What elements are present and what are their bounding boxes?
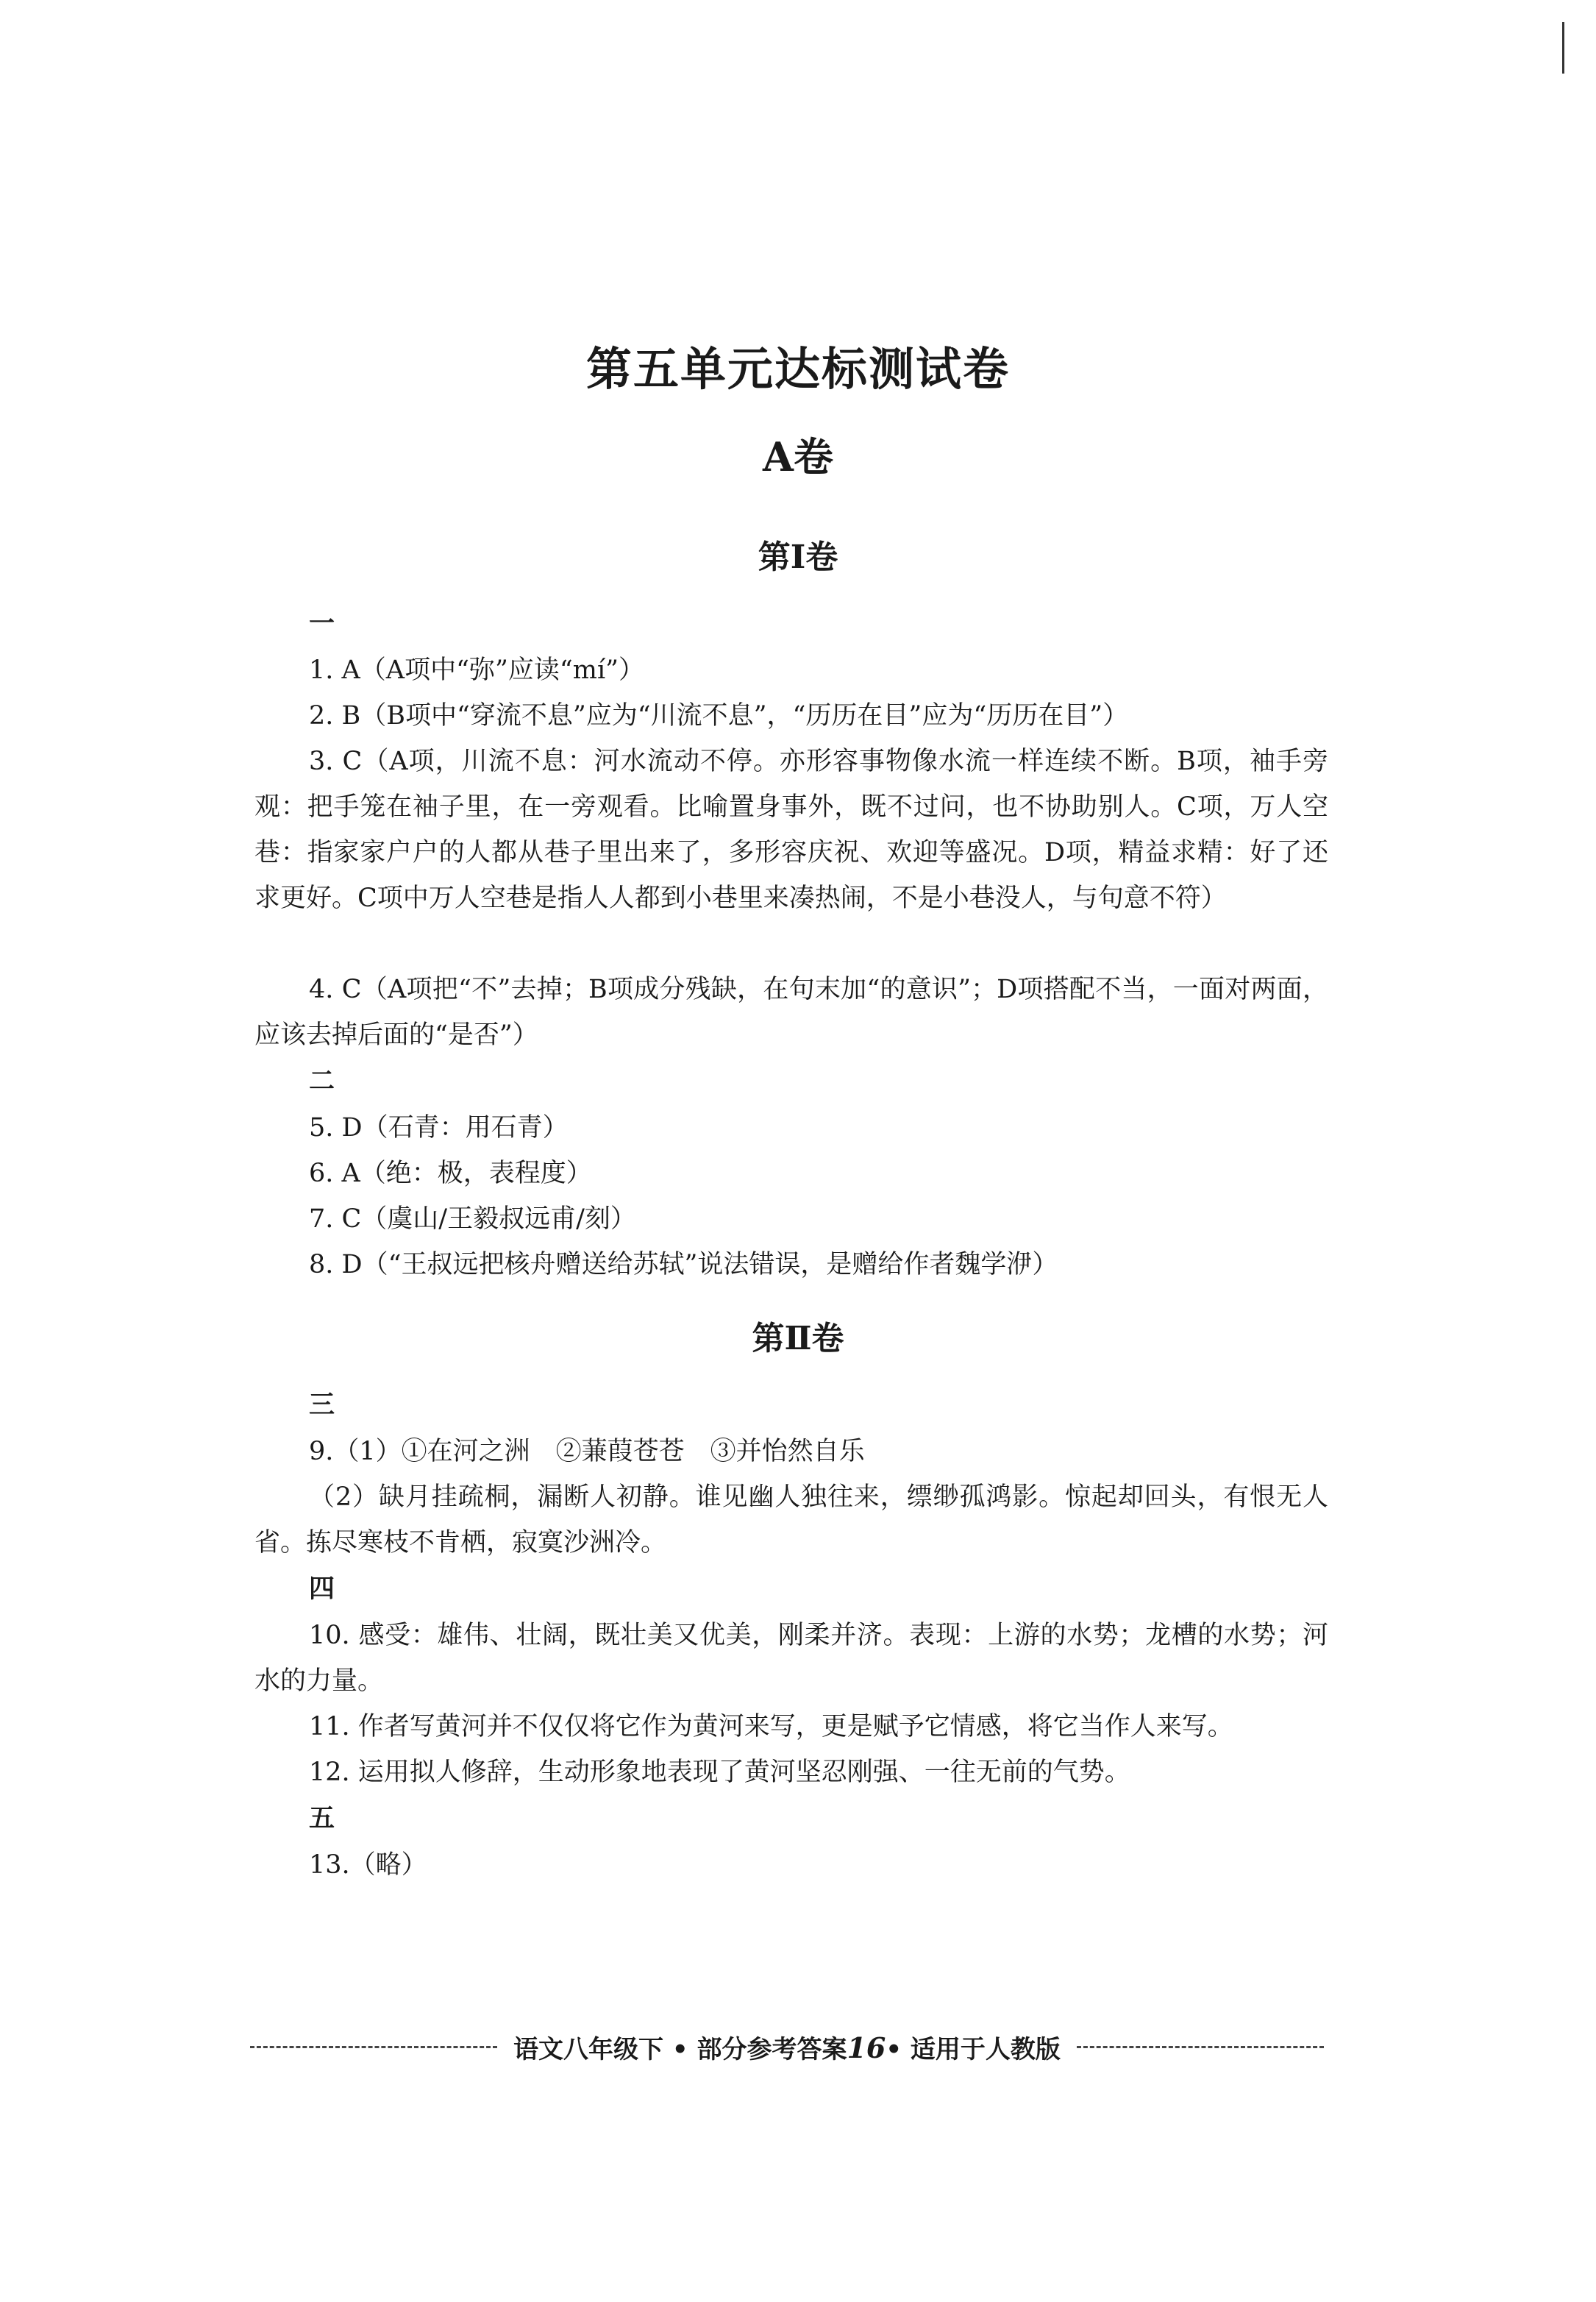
- footer-left-text: 语文八年级下 • 部分参考答案: [513, 2034, 847, 2064]
- answer-q6: 6. A（绝：极，表程度）: [309, 1159, 592, 1188]
- part-label-5: 五: [309, 1803, 335, 1833]
- answer-q4: 4. C（A项把“不”去掉；B项成分残缺，在句末加“的意识”；D项搭配不当，一面对两面，应该去掉后面的“是否”）: [254, 975, 1328, 1050]
- answer-q1: 1. A（A项中“弥”应读“mí”）: [309, 656, 645, 685]
- binding-mark: [1562, 22, 1564, 74]
- footer-page-number: 16: [847, 2031, 886, 2064]
- footer-dashes-right: [1077, 2046, 1324, 2048]
- answer-q9-2: （2）缺月挂疏桐，漏断人初静。谁见幽人独往来，缥缈孤鸿影。惊起却回头，有恨无人省。拣尽寒枝不肯栖，寂寞沙洲冷。: [254, 1482, 1328, 1557]
- part-label-1: 一: [309, 608, 335, 639]
- answer-q8: 8. D（“王叔远把核舟赠送给苏轼”说法错误，是赠给作者魏学洢）: [309, 1250, 1058, 1279]
- answer-q7: 7. C（虞山/王毅叔远甫/刻）: [309, 1204, 636, 1234]
- answer-q3: 3. C（A项，川流不息：河水流动不停。亦形容事物像水流一样连续不断。B项，袖手旁观：把手笼在袖子里，在一旁观看。比喻置身事外，既不过问，也不协助别人。C项，万人空巷：指家家户户的人都从巷子里出来了，多形容庆祝、欢迎等盛况。D项，精益求精：好了还求更好。C项中万人空巷是指人人都到小巷里来凑热闹，不是小巷没人，与句意不符）: [254, 747, 1328, 913]
- section-heading-2: 第Ⅱ卷: [752, 1320, 844, 1357]
- section-heading-1: 第Ⅰ卷: [758, 539, 838, 576]
- part-label-4: 四: [309, 1574, 335, 1604]
- answer-q11: 11. 作者写黄河并不仅仅将它作为黄河来写，更是赋予它情感，将它当作人来写。: [309, 1712, 1233, 1741]
- answer-q12: 12. 运用拟人修辞，生动形象地表现了黄河坚忍刚强、一往无前的气势。: [309, 1758, 1130, 1787]
- answer-q10: 10. 感受：雄伟、壮阔，既壮美又优美，刚柔并济。表现：上游的水势；龙槽的水势；河水的力量。: [254, 1621, 1328, 1696]
- page-footer: [250, 2025, 1324, 2069]
- answer-q9-1: 9.（1）①在河之洲 ②蒹葭苍苍 ③并怡然自乐: [309, 1437, 865, 1466]
- footer-dashes-left: [250, 2046, 497, 2048]
- footer-text: [497, 2029, 1077, 2065]
- answer-q13: 13.（略）: [309, 1850, 427, 1880]
- page-subtitle: A卷: [763, 433, 833, 480]
- part-label-3: 三: [309, 1390, 335, 1420]
- part-label-2: 二: [309, 1066, 335, 1096]
- page-title: 第五单元达标测试卷: [585, 342, 1010, 396]
- answer-q2: 2. B（B项中“穿流不息”应为“川流不息”，“历历在目”应为“历历在目”）: [309, 701, 1129, 731]
- footer-right-text: • 适用于人教版: [886, 2034, 1061, 2064]
- answer-q5: 5. D（石青：用石青）: [309, 1113, 569, 1143]
